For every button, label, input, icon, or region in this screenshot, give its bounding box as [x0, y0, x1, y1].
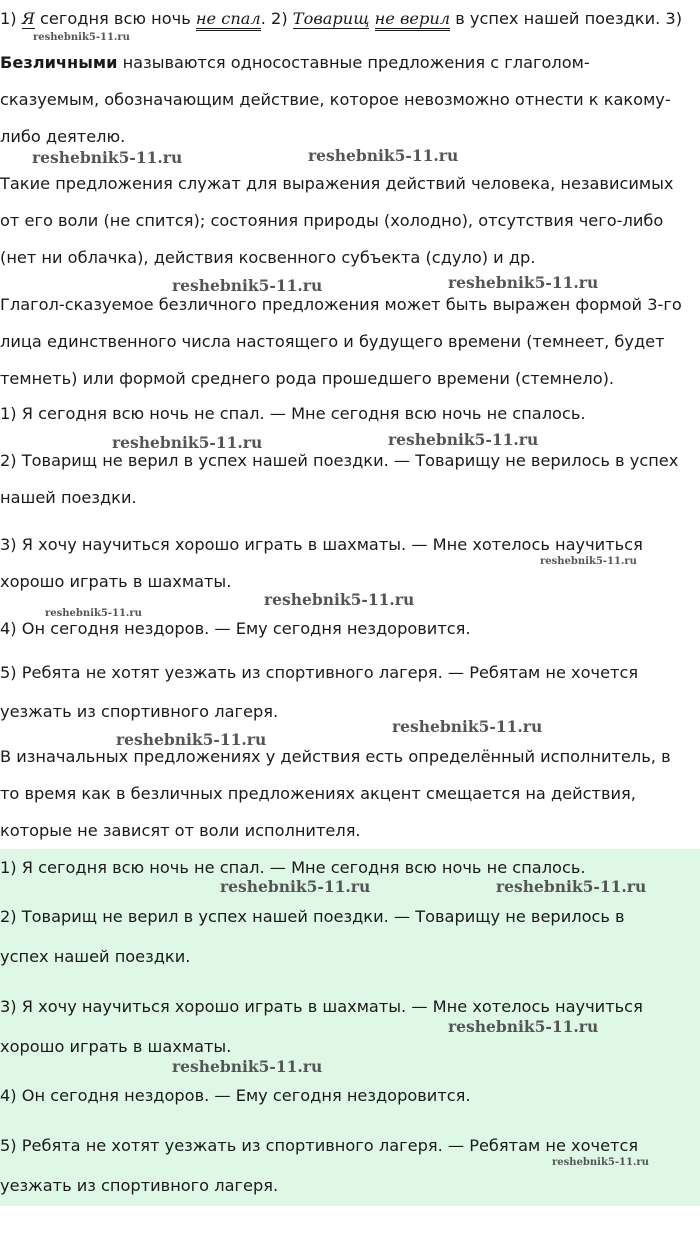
definition-term: Безличными: [0, 53, 118, 72]
watermark: reshebnik5-11.ru: [264, 590, 415, 609]
list1-item-1: 1) Я сегодня всю ночь не спал. — Мне сегодня всю ночь не спалось.: [0, 404, 586, 423]
para4-line-2: то время как в безличных предложениях акцент смещается на действия,: [0, 784, 636, 803]
list1-item-3: 3) Я хочу научиться хорошо играть в шахматы. — Мне хотелось научиться: [0, 535, 643, 554]
answer-item-1: 1) Я сегодня всю ночь не спал. — Мне сегодня всю ночь не спалось.: [0, 858, 586, 877]
intro-line: [0, 8, 682, 30]
answer-item-4: 4) Он сегодня нездоров. — Ему сегодня нездоровится.: [0, 1086, 471, 1105]
predicate-word-2: не верил: [375, 9, 450, 31]
intro-text-1: сегодня всю ночь: [34, 9, 196, 28]
intro-text-2: . 2): [260, 9, 293, 28]
answer-item-3-cont: хорошо играть в шахматы.: [0, 1037, 232, 1056]
watermark: reshebnik5-11.ru: [496, 877, 647, 896]
watermark: reshebnik5-11.ru: [392, 717, 543, 736]
para3-line-1: Глагол-сказуемое безличного предложения может быть выражен формой 3-го: [0, 295, 682, 314]
definition-text: называются односоставные предложения с глаголом-: [117, 53, 590, 72]
para3-line-3: темнеть) или формой среднего рода прошедшего времени (стемнело).: [0, 369, 615, 388]
definition-line-3: либо деятелю.: [0, 127, 126, 146]
definition-line-2: сказуемым, обозначающим действие, которое невозможно отнести к какому-: [0, 90, 671, 109]
intro-number: 1): [0, 9, 17, 28]
watermark: reshebnik5-11.ru: [32, 148, 183, 167]
subject-word: Я: [21, 9, 35, 28]
para3-line-2: лица единственного числа настоящего и будущего времени (темнеет, будет: [0, 332, 665, 351]
answer-item-3: 3) Я хочу научиться хорошо играть в шахматы. — Мне хотелось научиться: [0, 997, 643, 1016]
answer-item-5-cont: уезжать из спортивного лагеря.: [0, 1176, 279, 1195]
answer-item-5: 5) Ребята не хотят уезжать из спортивного лагеря. — Ребятам не хочется: [0, 1136, 639, 1155]
para2-line-2: от его воли (не спится); состояния природы (холодно), отсутствия чего-либо: [0, 211, 664, 230]
answer-item-2-cont: успех нашей поездки.: [0, 947, 191, 966]
watermark: reshebnik5-11.ru: [112, 433, 263, 452]
definition-line-1: [0, 52, 590, 74]
list1-item-2-cont: нашей поездки.: [0, 488, 137, 507]
list1-item-5: 5) Ребята не хотят уезжать из спортивного лагеря. — Ребятам не хочется: [0, 663, 639, 682]
watermark: reshebnik5-11.ru: [220, 877, 371, 896]
watermark: reshebnik5-11.ru: [552, 1157, 649, 1168]
watermark: reshebnik5-11.ru: [448, 1017, 599, 1036]
list1-item-4: 4) Он сегодня нездоров. — Ему сегодня нездоровится.: [0, 619, 471, 638]
watermark: reshebnik5-11.ru: [116, 730, 267, 749]
watermark: reshebnik5-11.ru: [540, 556, 637, 567]
answer-item-2: 2) Товарищ не верил в успех нашей поездки. — Товарищу не верилось в: [0, 907, 625, 926]
watermark: reshebnik5-11.ru: [388, 430, 539, 449]
intro-text-3: в успех нашей поездки. 3): [450, 9, 683, 28]
watermark: reshebnik5-11.ru: [172, 276, 323, 295]
list1-item-3-cont: хорошо играть в шахматы.: [0, 572, 232, 591]
para4-line-3: которые не зависят от воли исполнителя.: [0, 821, 361, 840]
list1-item-5-cont: уезжать из спортивного лагеря.: [0, 702, 279, 721]
para4-line-1: В изначальных предложениях у действия есть определённый исполнитель, в: [0, 747, 671, 766]
list1-item-2: 2) Товарищ не верил в успех нашей поездки. — Товарищу не верилось в успех: [0, 451, 679, 470]
para2-line-1: Такие предложения служат для выражения действий человека, независимых: [0, 174, 674, 193]
watermark: reshebnik5-11.ru: [308, 146, 459, 165]
watermark: reshebnik5-11.ru: [33, 32, 130, 43]
para2-line-3: (нет ни облачка), действия косвенного субъекта (сдуло) и др.: [0, 248, 536, 267]
watermark: reshebnik5-11.ru: [172, 1057, 323, 1076]
watermark: reshebnik5-11.ru: [45, 608, 142, 619]
predicate-word-1: не спал: [196, 9, 261, 31]
subject-word-2: Товарищ: [292, 9, 370, 28]
watermark: reshebnik5-11.ru: [448, 273, 599, 292]
